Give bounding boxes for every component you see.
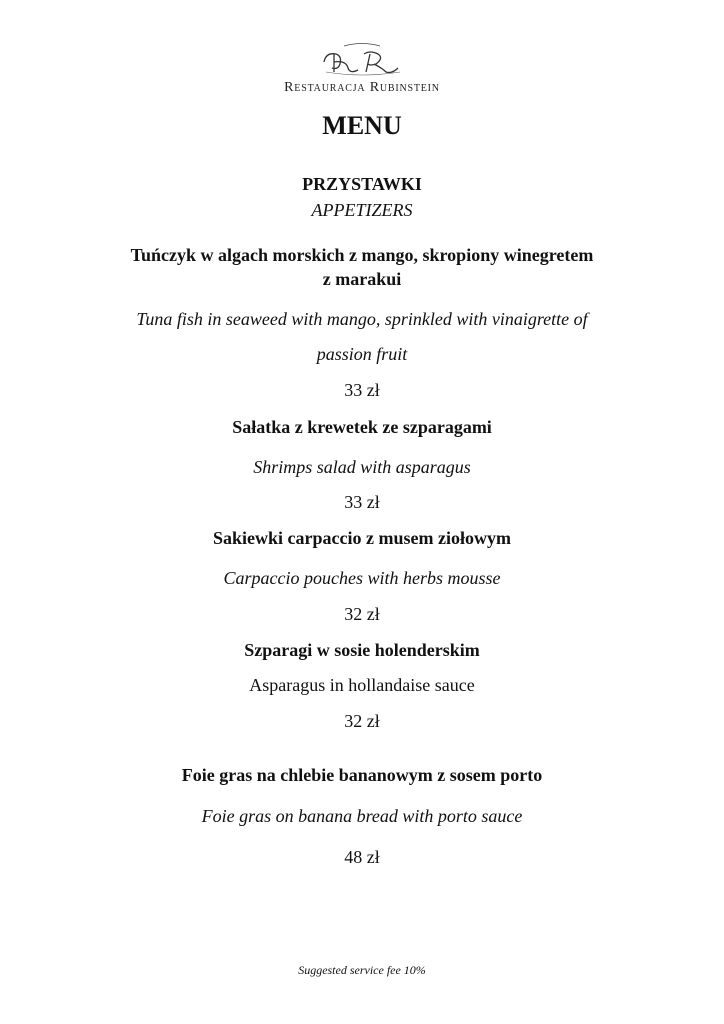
dish-price: 32 zł — [344, 711, 380, 731]
menu-title: MENU — [322, 111, 402, 140]
dish-name-english: passion fruit — [316, 344, 408, 364]
dish-name-polish: Tuńczyk w algach morskich z mango, skropiony winegretem — [130, 245, 594, 265]
dish-name-english: Carpaccio pouches with herbs mousse — [223, 568, 501, 588]
dish-name-polish: z marakui — [322, 269, 402, 289]
dish-name-english: Foie gras on banana bread with porto sauce — [201, 806, 523, 826]
dish-name-polish: Foie gras na chlebie bananowym z sosem porto — [181, 765, 543, 785]
dish-name-english: Shrimps salad with asparagus — [253, 457, 471, 477]
dish-name-english: Tuna fish in seaweed with mango, sprinkled with vinaigrette of — [136, 309, 588, 329]
dish-name-polish: Sakiewki carpaccio z musem ziołowym — [213, 528, 511, 548]
dish-price: 33 zł — [344, 492, 380, 512]
dish-price: 33 zł — [344, 380, 380, 400]
service-fee-note: Suggested service fee 10% — [298, 963, 426, 977]
dish-name-english: Asparagus in hollandaise sauce — [249, 675, 475, 695]
restaurant-monogram-logo — [312, 40, 412, 80]
dish-name-polish: Sałatka z krewetek ze szparagami — [232, 417, 492, 437]
dish-name-polish: Szparagi w sosie holenderskim — [244, 640, 480, 660]
restaurant-name: Restauracja Rubinstein — [284, 80, 440, 95]
section-title-polish: PRZYSTAWKI — [302, 174, 422, 194]
dish-price: 48 zł — [344, 847, 380, 867]
section-title-english: APPETIZERS — [311, 200, 413, 220]
dish-price: 32 zł — [344, 604, 380, 624]
